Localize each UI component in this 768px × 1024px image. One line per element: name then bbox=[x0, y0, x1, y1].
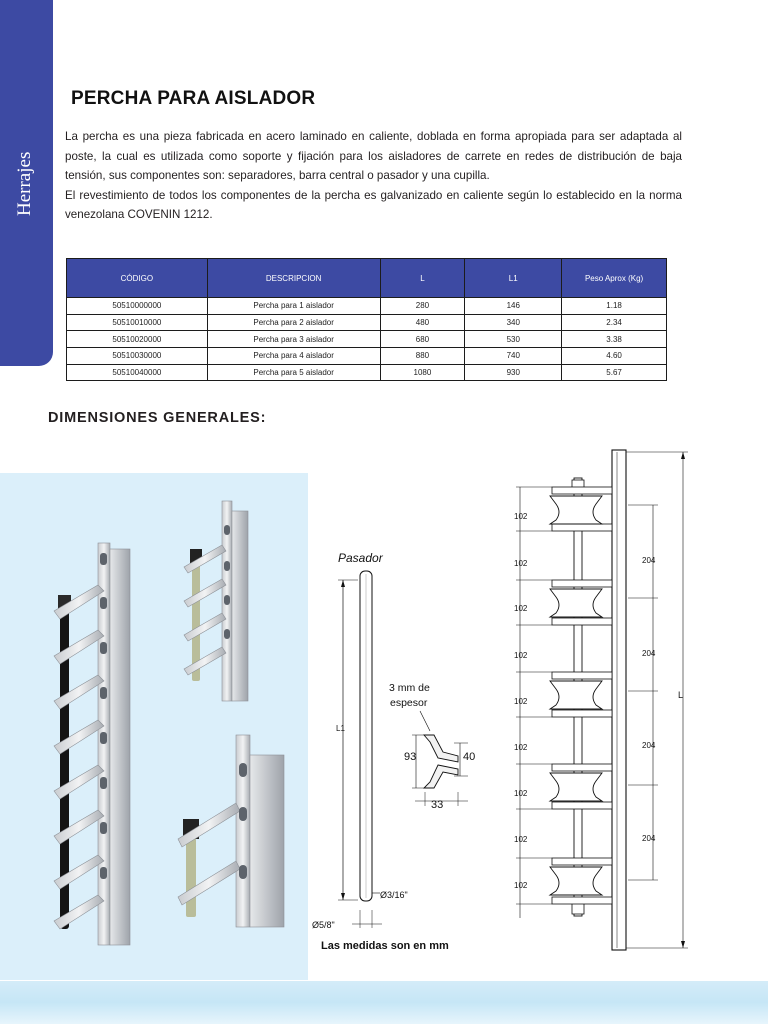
cell-l1: 740 bbox=[465, 348, 562, 365]
spacing-left-4: 102 bbox=[514, 651, 528, 660]
dim-40-label: 40 bbox=[463, 751, 476, 763]
spacing-right-2: 204 bbox=[642, 649, 656, 658]
cell-codigo: 50510040000 bbox=[67, 364, 208, 381]
page-title: PERCHA PARA AISLADOR bbox=[71, 88, 316, 109]
dim-93-label: 93 bbox=[404, 751, 417, 763]
table-row bbox=[67, 331, 667, 348]
cell-peso: 3.38 bbox=[562, 331, 667, 348]
cell-descripcion: Percha para 2 aislador bbox=[207, 314, 380, 331]
cell-l1: 930 bbox=[465, 364, 562, 381]
cell-l: 480 bbox=[380, 314, 465, 331]
header-l1: L1 bbox=[465, 259, 562, 298]
cell-l: 680 bbox=[380, 331, 465, 348]
spacing-left-2: 102 bbox=[514, 559, 528, 568]
spacing-left-8: 102 bbox=[514, 835, 528, 844]
spacing-left-5: 102 bbox=[514, 697, 528, 706]
percha-two-illustration bbox=[184, 501, 248, 701]
cell-codigo: 50510030000 bbox=[67, 348, 208, 365]
spacing-right-3: 204 bbox=[642, 741, 656, 750]
table-row bbox=[67, 348, 667, 365]
l1-label: L1 bbox=[336, 724, 345, 733]
table-header-row bbox=[67, 259, 667, 298]
intro-paragraph-1: La percha es una pieza fabricada en acero laminado en caliente, doblada en forma apropiada para ser adaptada al poste, la cual es utilizada como soporte y fijación para los aisladores de carrete en redes de distribución de baja tensión, sus componentes son: separadores, barra central o pasador y una cupilla. bbox=[65, 130, 682, 183]
pasador-label: Pasador bbox=[338, 551, 383, 565]
technical-drawing bbox=[308, 430, 748, 978]
cell-codigo: 50510020000 bbox=[67, 331, 208, 348]
footer-band bbox=[0, 981, 768, 1024]
cell-l1: 146 bbox=[465, 298, 562, 315]
header-codigo: CÓDIGO bbox=[67, 259, 208, 298]
cell-peso: 2.34 bbox=[562, 314, 667, 331]
header-l: L bbox=[380, 259, 465, 298]
spec-table bbox=[66, 258, 667, 381]
cell-l: 880 bbox=[380, 348, 465, 365]
spacing-left-9: 102 bbox=[514, 881, 528, 890]
cell-l: 1080 bbox=[380, 364, 465, 381]
cell-peso: 5.67 bbox=[562, 364, 667, 381]
dim-33-label: 33 bbox=[431, 799, 444, 811]
percha-assembly-drawing bbox=[514, 450, 688, 950]
product-illustration bbox=[0, 473, 308, 980]
cell-descripcion: Percha para 3 aislador bbox=[207, 331, 380, 348]
cell-descripcion: Percha para 5 aislador bbox=[207, 364, 380, 381]
diameter-small-label: Ø3/16" bbox=[380, 890, 408, 900]
table-row bbox=[67, 364, 667, 381]
cell-peso: 4.60 bbox=[562, 348, 667, 365]
cell-peso: 1.18 bbox=[562, 298, 667, 315]
cell-l: 280 bbox=[380, 298, 465, 315]
spacing-right-1: 204 bbox=[642, 556, 656, 565]
pasador-drawing bbox=[312, 551, 449, 952]
spacing-left-6: 102 bbox=[514, 743, 528, 752]
header-peso: Peso Aprox (Kg) bbox=[562, 259, 667, 298]
intro-paragraph-2: El revestimiento de todos los componentes de la percha es galvanizado en caliente según lo establecido en la norma venezolana COVENIN 1212. bbox=[65, 188, 682, 222]
section-title: DIMENSIONES GENERALES: bbox=[48, 410, 267, 426]
intro-text bbox=[65, 127, 682, 225]
cell-descripcion: Percha para 4 aislador bbox=[207, 348, 380, 365]
table-row bbox=[67, 298, 667, 315]
cell-codigo: 50510000000 bbox=[67, 298, 208, 315]
diameter-large-label: Ø5/8" bbox=[312, 920, 335, 930]
l-label: L bbox=[678, 690, 684, 700]
cell-codigo: 50510010000 bbox=[67, 314, 208, 331]
table-row bbox=[67, 314, 667, 331]
thickness-label-1: 3 mm de bbox=[389, 682, 430, 694]
header-descripcion: DESCRIPCION bbox=[207, 259, 380, 298]
percha-five-illustration bbox=[54, 543, 130, 945]
units-note: Las medidas son en mm bbox=[321, 940, 449, 952]
section-tab bbox=[0, 0, 53, 366]
spacing-left-3: 102 bbox=[514, 604, 528, 613]
separador-profile-drawing bbox=[389, 682, 475, 811]
spacing-left-1: 102 bbox=[514, 512, 528, 521]
percha-detail-illustration bbox=[178, 735, 284, 927]
cell-descripcion: Percha para 1 aislador bbox=[207, 298, 380, 315]
cell-l1: 340 bbox=[465, 314, 562, 331]
spacing-right-4: 204 bbox=[642, 834, 656, 843]
section-tab-label: Herrajes bbox=[14, 151, 35, 216]
cell-l1: 530 bbox=[465, 331, 562, 348]
spacing-left-7: 102 bbox=[514, 789, 528, 798]
product-photo-panel bbox=[0, 473, 308, 980]
thickness-label-2: espesor bbox=[390, 697, 428, 709]
